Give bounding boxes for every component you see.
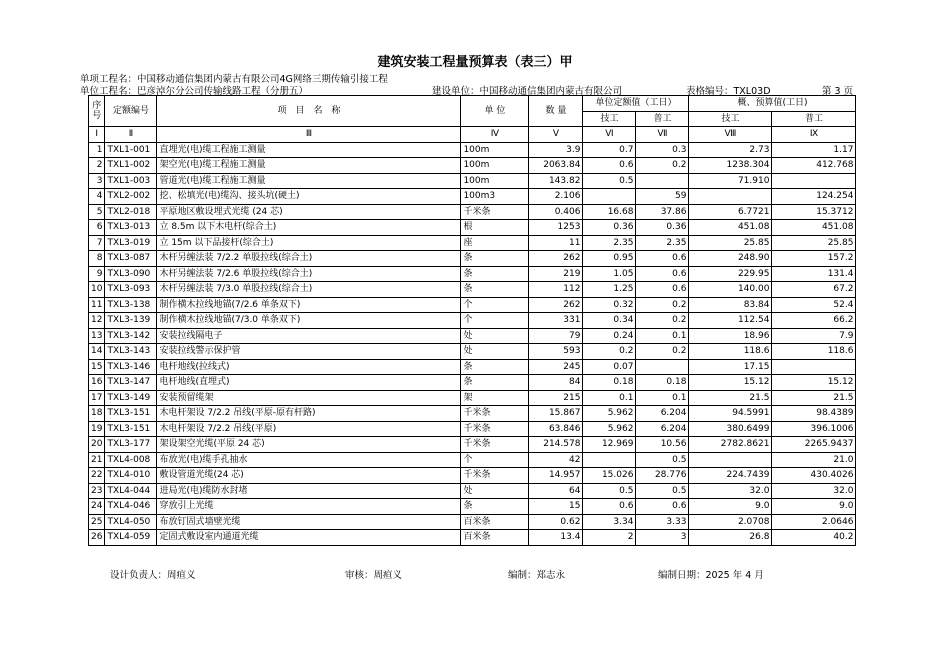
- general-quota-cell: 0.18: [636, 375, 689, 391]
- form-number: 表格编号：TXL03D: [686, 86, 771, 97]
- code-cell: TXL3-151: [105, 421, 157, 437]
- skilled-quota-cell: 0.32: [583, 297, 636, 313]
- general-quota-cell: 0.6: [636, 251, 689, 267]
- skilled-budget-cell: 6.7721: [689, 204, 772, 220]
- general-budget-cell: 9.0: [772, 499, 856, 515]
- general-budget-cell: 15.12: [772, 375, 856, 391]
- seq-cell: 22: [89, 468, 105, 484]
- header-seq: 序号: [89, 96, 105, 127]
- qty-cell: 262: [529, 251, 583, 267]
- skilled-budget-cell: 15.12: [689, 375, 772, 391]
- skilled-quota-cell: [583, 452, 636, 468]
- unit-cell: 千米条: [461, 468, 529, 484]
- skilled-budget-cell: 2782.8621: [689, 437, 772, 453]
- skilled-quota-cell: [583, 189, 636, 205]
- skilled-quota-cell: 5.962: [583, 421, 636, 437]
- skilled-quota-cell: 0.1: [583, 390, 636, 406]
- skilled-quota-cell: 1.25: [583, 282, 636, 298]
- general-budget-cell: 396.1006: [772, 421, 856, 437]
- general-quota-cell: 0.2: [636, 297, 689, 313]
- general-budget-cell: 66.2: [772, 313, 856, 329]
- general-budget-cell: [772, 359, 856, 375]
- unit-cell: 个: [461, 297, 529, 313]
- qty-cell: 84: [529, 375, 583, 391]
- code-cell: TXL3-149: [105, 390, 157, 406]
- roman-cell: Ⅱ: [105, 127, 157, 143]
- skilled-quota-cell: 2: [583, 530, 636, 546]
- table-row: [89, 158, 856, 174]
- skilled-quota-cell: 0.95: [583, 251, 636, 267]
- seq-cell: 14: [89, 344, 105, 360]
- qty-cell: 214.578: [529, 437, 583, 453]
- skilled-budget-cell: 229.95: [689, 266, 772, 282]
- code-cell: TXL3-013: [105, 220, 157, 236]
- general-quota-cell: [636, 359, 689, 375]
- table-row: [89, 189, 856, 205]
- header-general: 普工: [636, 111, 689, 127]
- code-cell: TXL4-010: [105, 468, 157, 484]
- general-budget-cell: 118.6: [772, 344, 856, 360]
- qty-cell: 63.846: [529, 421, 583, 437]
- general-budget-cell: 40.2: [772, 530, 856, 546]
- qty-cell: 215: [529, 390, 583, 406]
- code-cell: TXL4-059: [105, 530, 157, 546]
- unit-cell: 处: [461, 344, 529, 360]
- code-cell: TXL3-143: [105, 344, 157, 360]
- table-row: [89, 282, 856, 298]
- qty-cell: 11: [529, 235, 583, 251]
- skilled-quota-cell: 5.962: [583, 406, 636, 422]
- qty-cell: 13.4: [529, 530, 583, 546]
- table-row: [89, 266, 856, 282]
- skilled-quota-cell: 12.969: [583, 437, 636, 453]
- seq-cell: 2: [89, 158, 105, 174]
- seq-cell: 17: [89, 390, 105, 406]
- header-item: 项 目 名 称: [157, 96, 461, 127]
- item-cell: 木杆另缠法装 7/3.0 单股拉线(综合土): [157, 282, 461, 298]
- general-budget-cell: 21.5: [772, 390, 856, 406]
- project-name: 单项工程名：中国移动通信集团内蒙古有限公司4G网络三期传输引接工程: [80, 74, 388, 85]
- qty-cell: 15: [529, 499, 583, 515]
- skilled-budget-cell: 32.0: [689, 483, 772, 499]
- qty-cell: 331: [529, 313, 583, 329]
- code-cell: TXL3-138: [105, 297, 157, 313]
- header-skilled: 技工: [583, 111, 636, 127]
- table-row: [89, 359, 856, 375]
- code-cell: TXL3-139: [105, 313, 157, 329]
- qty-cell: 15.867: [529, 406, 583, 422]
- unit-cell: 百米条: [461, 514, 529, 530]
- unit-project-name: 单位工程名：巴彦淖尔分公司传输线路工程（分册五）: [80, 86, 309, 97]
- table-row: [89, 297, 856, 313]
- skilled-quota-cell: 0.7: [583, 142, 636, 158]
- qty-cell: 245: [529, 359, 583, 375]
- general-quota-cell: 0.3: [636, 142, 689, 158]
- general-budget-cell: 124.254: [772, 189, 856, 205]
- unit-cell: 百米条: [461, 530, 529, 546]
- unit-cell: 千米条: [461, 421, 529, 437]
- general-budget-cell: 7.9: [772, 328, 856, 344]
- item-cell: 立 15m 以下品接杆(综合土): [157, 235, 461, 251]
- skilled-quota-cell: 0.6: [583, 499, 636, 515]
- unit-cell: 根: [461, 220, 529, 236]
- skilled-budget-cell: 2.73: [689, 142, 772, 158]
- unit-cell: 100m3: [461, 189, 529, 205]
- table-row: [89, 530, 856, 546]
- qty-cell: 262: [529, 297, 583, 313]
- skilled-budget-cell: 451.08: [689, 220, 772, 236]
- skilled-budget-cell: 25.85: [689, 235, 772, 251]
- seq-cell: 8: [89, 251, 105, 267]
- skilled-quota-cell: 2.35: [583, 235, 636, 251]
- seq-cell: 25: [89, 514, 105, 530]
- table-row: [89, 468, 856, 484]
- table-row: [89, 251, 856, 267]
- qty-cell: 219: [529, 266, 583, 282]
- code-cell: TXL3-093: [105, 282, 157, 298]
- table-row: [89, 406, 856, 422]
- item-cell: 木杆另缠法装 7/2.2 单股拉线(综合土): [157, 251, 461, 267]
- table-row: [89, 173, 856, 189]
- item-cell: 穿放引上光缆: [157, 499, 461, 515]
- seq-cell: 18: [89, 406, 105, 422]
- header-budget: 概、预算值(工日): [689, 96, 856, 112]
- general-quota-cell: 0.2: [636, 344, 689, 360]
- general-quota-cell: 0.1: [636, 390, 689, 406]
- unit-cell: 个: [461, 313, 529, 329]
- item-cell: 架空光(电)缆工程施工测量: [157, 158, 461, 174]
- skilled-budget-cell: 94.5991: [689, 406, 772, 422]
- general-quota-cell: 0.2: [636, 313, 689, 329]
- table-row: [89, 375, 856, 391]
- qty-cell: 593: [529, 344, 583, 360]
- unit-cell: 条: [461, 359, 529, 375]
- header-qty: 数 量: [529, 96, 583, 127]
- general-quota-cell: 0.6: [636, 266, 689, 282]
- table-row: [89, 344, 856, 360]
- general-budget-cell: 451.08: [772, 220, 856, 236]
- general-quota-cell: 0.5: [636, 483, 689, 499]
- page-title: 建筑安装工程量预算表（表三）甲: [377, 55, 573, 70]
- item-cell: 木电杆架设 7/2.2 吊线(平原-原有杆路): [157, 406, 461, 422]
- skilled-quota-cell: 0.18: [583, 375, 636, 391]
- item-cell: 架设架空光缆(平原 24 芯): [157, 437, 461, 453]
- general-quota-cell: 3.33: [636, 514, 689, 530]
- seq-cell: 20: [89, 437, 105, 453]
- item-cell: 定固式敷设室内通道光缆: [157, 530, 461, 546]
- unit-cell: 处: [461, 483, 529, 499]
- general-quota-cell: 0.6: [636, 282, 689, 298]
- item-cell: 电杆地线(拉线式): [157, 359, 461, 375]
- general-budget-cell: 25.85: [772, 235, 856, 251]
- seq-cell: 10: [89, 282, 105, 298]
- general-budget-cell: 2265.9437: [772, 437, 856, 453]
- table-row: [89, 514, 856, 530]
- code-cell: TXL3-151: [105, 406, 157, 422]
- general-budget-cell: 15.3712: [772, 204, 856, 220]
- general-quota-cell: 0.6: [636, 499, 689, 515]
- skilled-budget-cell: 248.90: [689, 251, 772, 267]
- footer-reviewer: 审核：周疸义: [345, 570, 403, 581]
- roman-cell: Ⅲ: [157, 127, 461, 143]
- seq-cell: 19: [89, 421, 105, 437]
- unit-cell: 座: [461, 235, 529, 251]
- unit-cell: 100m: [461, 173, 529, 189]
- code-cell: TXL1-002: [105, 158, 157, 174]
- seq-cell: 24: [89, 499, 105, 515]
- general-quota-cell: 28.776: [636, 468, 689, 484]
- skilled-quota-cell: 1.05: [583, 266, 636, 282]
- general-quota-cell: 6.204: [636, 406, 689, 422]
- table-row: [89, 483, 856, 499]
- unit-cell: 千米条: [461, 437, 529, 453]
- footer-designer: 设计负责人：周疸义: [110, 570, 196, 581]
- general-quota-cell: 10.56: [636, 437, 689, 453]
- general-quota-cell: 3: [636, 530, 689, 546]
- general-budget-cell: 52.4: [772, 297, 856, 313]
- general-budget-cell: 1.17: [772, 142, 856, 158]
- item-cell: 制作横木拉线地锚(7/2.6 单条双下): [157, 297, 461, 313]
- seq-cell: 26: [89, 530, 105, 546]
- table-row: [89, 220, 856, 236]
- table-row: [89, 142, 856, 158]
- general-budget-cell: 131.4: [772, 266, 856, 282]
- code-cell: TXL3-090: [105, 266, 157, 282]
- seq-cell: 11: [89, 297, 105, 313]
- code-cell: TXL3-147: [105, 375, 157, 391]
- skilled-budget-cell: 17.15: [689, 359, 772, 375]
- qty-cell: 79: [529, 328, 583, 344]
- item-cell: 平原地区敷设埋式光缆 (24 芯): [157, 204, 461, 220]
- skilled-budget-cell: 380.6499: [689, 421, 772, 437]
- qty-cell: 3.9: [529, 142, 583, 158]
- qty-cell: 64: [529, 483, 583, 499]
- skilled-quota-cell: 0.07: [583, 359, 636, 375]
- general-quota-cell: 0.1: [636, 328, 689, 344]
- item-cell: 布放光(电)缆手孔抽水: [157, 452, 461, 468]
- skilled-budget-cell: [689, 189, 772, 205]
- skilled-budget-cell: [689, 452, 772, 468]
- seq-cell: 3: [89, 173, 105, 189]
- qty-cell: 143.82: [529, 173, 583, 189]
- code-cell: TXL3-177: [105, 437, 157, 453]
- qty-cell: 2063.84: [529, 158, 583, 174]
- item-cell: 安装拉线隔电子: [157, 328, 461, 344]
- general-budget-cell: 412.768: [772, 158, 856, 174]
- roman-cell: Ⅷ: [689, 127, 772, 143]
- general-budget-cell: [772, 173, 856, 189]
- item-cell: 立 8.5m 以下木电杆(综合土): [157, 220, 461, 236]
- general-quota-cell: 6.204: [636, 421, 689, 437]
- general-quota-cell: 59: [636, 189, 689, 205]
- general-budget-cell: 32.0: [772, 483, 856, 499]
- table-row: [89, 204, 856, 220]
- code-cell: TXL4-046: [105, 499, 157, 515]
- unit-cell: 100m: [461, 158, 529, 174]
- seq-cell: 23: [89, 483, 105, 499]
- general-quota-cell: 2.35: [636, 235, 689, 251]
- seq-cell: 15: [89, 359, 105, 375]
- code-cell: TXL4-050: [105, 514, 157, 530]
- unit-cell: 架: [461, 390, 529, 406]
- general-budget-cell: 98.4389: [772, 406, 856, 422]
- roman-cell: Ⅸ: [772, 127, 856, 143]
- table-row: [89, 499, 856, 515]
- skilled-budget-cell: 83.84: [689, 297, 772, 313]
- budget-table: [88, 95, 856, 546]
- item-cell: 敷设管道光缆(24 芯): [157, 468, 461, 484]
- item-cell: 挖、松填光(电)缆沟、接头坑(硬土): [157, 189, 461, 205]
- skilled-budget-cell: 1238.304: [689, 158, 772, 174]
- unit-cell: 条: [461, 251, 529, 267]
- general-budget-cell: 2.0646: [772, 514, 856, 530]
- qty-cell: 1253: [529, 220, 583, 236]
- code-cell: TXL4-044: [105, 483, 157, 499]
- skilled-quota-cell: 3.34: [583, 514, 636, 530]
- code-cell: TXL4-008: [105, 452, 157, 468]
- footer-date: 编制日期：2025 年 4 月: [658, 570, 764, 581]
- qty-cell: 0.62: [529, 514, 583, 530]
- code-cell: TXL3-142: [105, 328, 157, 344]
- unit-cell: 千米条: [461, 204, 529, 220]
- item-cell: 制作横木拉线地锚(7/3.0 单条双下): [157, 313, 461, 329]
- item-cell: 安装预留缆架: [157, 390, 461, 406]
- qty-cell: 112: [529, 282, 583, 298]
- table-row: [89, 328, 856, 344]
- skilled-budget-cell: 9.0: [689, 499, 772, 515]
- header-code: 定额编号: [105, 96, 157, 127]
- qty-cell: 2.106: [529, 189, 583, 205]
- roman-cell: Ⅴ: [529, 127, 583, 143]
- code-cell: TXL2-002: [105, 189, 157, 205]
- skilled-budget-cell: 224.7439: [689, 468, 772, 484]
- seq-cell: 6: [89, 220, 105, 236]
- code-cell: TXL3-146: [105, 359, 157, 375]
- qty-cell: 0.406: [529, 204, 583, 220]
- footer-editor: 编制：郑志永: [508, 570, 566, 581]
- general-quota-cell: 0.5: [636, 452, 689, 468]
- qty-cell: 42: [529, 452, 583, 468]
- code-cell: TXL1-003: [105, 173, 157, 189]
- header-unit-quota: 单位定额值（工日）: [583, 96, 689, 112]
- roman-cell: Ⅳ: [461, 127, 529, 143]
- roman-cell: Ⅵ: [583, 127, 636, 143]
- skilled-quota-cell: 0.24: [583, 328, 636, 344]
- skilled-budget-cell: 21.5: [689, 390, 772, 406]
- item-cell: 管道光(电)缆工程施工测量: [157, 173, 461, 189]
- skilled-budget-cell: 140.00: [689, 282, 772, 298]
- seq-cell: 4: [89, 189, 105, 205]
- roman-cell: Ⅶ: [636, 127, 689, 143]
- item-cell: 电杆地线(直埋式): [157, 375, 461, 391]
- skilled-budget-cell: 26.8: [689, 530, 772, 546]
- unit-cell: 个: [461, 452, 529, 468]
- item-cell: 木杆另缠法装 7/2.6 单股拉线(综合土): [157, 266, 461, 282]
- roman-row: [89, 127, 856, 143]
- unit-cell: 条: [461, 266, 529, 282]
- item-cell: 进局光(电)缆防水封堵: [157, 483, 461, 499]
- general-quota-cell: [636, 173, 689, 189]
- unit-cell: 100m: [461, 142, 529, 158]
- skilled-budget-cell: 118.6: [689, 344, 772, 360]
- general-budget-cell: 430.4026: [772, 468, 856, 484]
- general-quota-cell: 37.86: [636, 204, 689, 220]
- roman-cell: Ⅰ: [89, 127, 105, 143]
- table-row: [89, 313, 856, 329]
- skilled-quota-cell: 0.5: [583, 173, 636, 189]
- unit-cell: 条: [461, 282, 529, 298]
- skilled-quota-cell: 0.36: [583, 220, 636, 236]
- unit-cell: 条: [461, 375, 529, 391]
- item-cell: 安装拉线警示保护管: [157, 344, 461, 360]
- skilled-budget-cell: 112.54: [689, 313, 772, 329]
- general-budget-cell: 21.0: [772, 452, 856, 468]
- seq-cell: 12: [89, 313, 105, 329]
- table-row: [89, 421, 856, 437]
- unit-cell: 千米条: [461, 406, 529, 422]
- qty-cell: 14.957: [529, 468, 583, 484]
- seq-cell: 1: [89, 142, 105, 158]
- table-row: [89, 437, 856, 453]
- unit-cell: 条: [461, 499, 529, 515]
- table-row: [89, 235, 856, 251]
- skilled-quota-cell: 0.34: [583, 313, 636, 329]
- seq-cell: 7: [89, 235, 105, 251]
- unit-cell: 处: [461, 328, 529, 344]
- seq-cell: 13: [89, 328, 105, 344]
- header-general-budget: 普工: [772, 111, 856, 127]
- code-cell: TXL1-001: [105, 142, 157, 158]
- general-quota-cell: 0.36: [636, 220, 689, 236]
- general-quota-cell: 0.2: [636, 158, 689, 174]
- general-budget-cell: 67.2: [772, 282, 856, 298]
- seq-cell: 21: [89, 452, 105, 468]
- skilled-quota-cell: 15.026: [583, 468, 636, 484]
- skilled-quota-cell: 0.6: [583, 158, 636, 174]
- seq-cell: 9: [89, 266, 105, 282]
- item-cell: 布放钉固式墙壁光缆: [157, 514, 461, 530]
- code-cell: TXL3-019: [105, 235, 157, 251]
- skilled-quota-cell: 0.5: [583, 483, 636, 499]
- skilled-quota-cell: 16.68: [583, 204, 636, 220]
- skilled-budget-cell: 2.0708: [689, 514, 772, 530]
- skilled-budget-cell: 71.910: [689, 173, 772, 189]
- builder-name: 建设单位：中国移动通信集团内蒙古有限公司: [432, 86, 623, 97]
- header-skilled-budget: 技工: [689, 111, 772, 127]
- seq-cell: 5: [89, 204, 105, 220]
- item-cell: 直埋光(电)缆工程施工测量: [157, 142, 461, 158]
- seq-cell: 16: [89, 375, 105, 391]
- code-cell: TXL2-018: [105, 204, 157, 220]
- table-row: [89, 390, 856, 406]
- page-number: 第 3 页: [822, 86, 854, 97]
- skilled-quota-cell: 0.2: [583, 344, 636, 360]
- item-cell: 木电杆架设 7/2.2 吊线(平原): [157, 421, 461, 437]
- skilled-budget-cell: 18.96: [689, 328, 772, 344]
- table-row: [89, 452, 856, 468]
- code-cell: TXL3-087: [105, 251, 157, 267]
- general-budget-cell: 157.2: [772, 251, 856, 267]
- header-unit: 单 位: [461, 96, 529, 127]
